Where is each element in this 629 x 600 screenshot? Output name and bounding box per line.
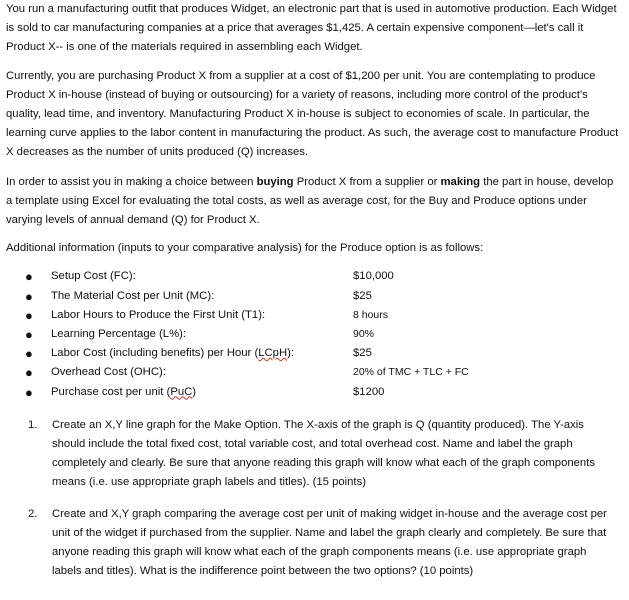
task-text-b: Product X from a supplier or bbox=[293, 175, 441, 188]
making-emphasis: making bbox=[440, 175, 481, 188]
list-item bbox=[6, 325, 620, 344]
task-text-c: the part in house, develop a template using Excel for evaluating the total costs, as well as average cost, for the Buy and Produce options under varying levels of annual demand (Q) for Product X. bbox=[6, 175, 614, 227]
intro-paragraph: You run a manufacturing outfit that produces Widget, an electronic part that is used in automotive production. Each Widget is sold to car manufacturing companies at a price that averages $1,425. A certain expensive component—let's call it Product X-- is one of the materials required in assembling each Widget. bbox=[6, 3, 617, 54]
input-value: 20% of TMC + TLC + FC bbox=[353, 366, 469, 379]
bullet-icon: ● bbox=[25, 384, 33, 400]
inputs-list bbox=[6, 267, 620, 401]
additional-info-paragraph: Additional information (inputs to your comparative analysis) for the Produce option is as follows: bbox=[6, 242, 484, 255]
label-text: Purchase cost per unit ( bbox=[51, 385, 171, 398]
label-text: ) bbox=[192, 385, 197, 398]
bullet-icon: ● bbox=[25, 269, 33, 285]
input-label: Labor Hours to Produce the First Unit (T1): bbox=[51, 308, 266, 321]
question-text: Create and X,Y graph comparing the average cost per unit of making widget in-house and the average cost per unit of the widget if purchased from the supplier. Name and label the graph clearly and completely. Be sure that anyone reading this graph will know what each of the graph components means (i.e. use appropriate graph labels and titles). What is the indifference point between the two options? (10 points) bbox=[52, 507, 607, 578]
input-value: $25 bbox=[353, 347, 372, 360]
input-value: 90% bbox=[353, 328, 375, 340]
bullet-icon: ● bbox=[25, 346, 33, 362]
bullet-icon: ● bbox=[25, 307, 33, 323]
input-value: $25 bbox=[353, 289, 372, 302]
bullet-icon: ● bbox=[25, 365, 33, 381]
input-label: Overhead Cost (OHC): bbox=[51, 366, 166, 379]
list-item bbox=[6, 344, 620, 363]
bullet-icon: ● bbox=[25, 288, 33, 304]
input-label: Learning Percentage (L%): bbox=[51, 328, 187, 340]
input-label: The Material Cost per Unit (MC): bbox=[51, 289, 215, 302]
question-number: 2. bbox=[28, 507, 38, 520]
input-value: $1200 bbox=[353, 385, 385, 398]
label-text: Labor Cost (including benefits) per Hour ( bbox=[51, 347, 259, 360]
spellcheck-word: PuC bbox=[170, 385, 193, 398]
current-situation-paragraph: Currently, you are purchasing Product X from a supplier at a cost of $1,200 per unit. You are contemplating to produce Product X in-house (instead of buying or outsourcing) for a variety of reasons, including more control of the product's quality, lead time, and inventory. Manufacturing Product X in-house is subject to economies of scale. In particular, the learning curve applies to the labor content in manufacturing the product. As such, the average cost to manufacture Product X decreases as the number of units produced (Q) increases. bbox=[6, 69, 619, 159]
list-item bbox=[6, 287, 620, 306]
task-text-a: In order to assist you in making a choice between bbox=[6, 175, 257, 188]
input-label bbox=[51, 344, 353, 363]
list-item bbox=[6, 267, 620, 286]
input-value: $10,000 bbox=[353, 270, 394, 283]
input-label bbox=[51, 383, 353, 402]
list-item bbox=[6, 416, 620, 493]
list-item bbox=[6, 505, 620, 582]
list-item bbox=[6, 363, 620, 382]
questions-list bbox=[6, 416, 620, 582]
bullet-icon: ● bbox=[25, 327, 33, 342]
input-label: Setup Cost (FC): bbox=[51, 270, 136, 283]
list-item bbox=[6, 306, 620, 325]
buying-emphasis: buying bbox=[256, 175, 294, 188]
spellcheck-word: LCpH bbox=[258, 347, 288, 360]
label-text: ): bbox=[287, 347, 295, 360]
list-item bbox=[6, 383, 620, 402]
input-value: 8 hours bbox=[353, 308, 389, 321]
question-text: Create an X,Y line graph for the Make Option. The X-axis of the graph is Q (quantity produced). The Y-axis should include the total fixed cost, total variable cost, and total overhead cost. Name and label the graph completely and clearly. Be sure that anyone reading this graph will know what each of the graph components means (i.e. use appropriate graph labels and titles). (15 points) bbox=[52, 418, 595, 489]
task-paragraph bbox=[6, 173, 620, 231]
question-number: 1. bbox=[28, 418, 38, 431]
